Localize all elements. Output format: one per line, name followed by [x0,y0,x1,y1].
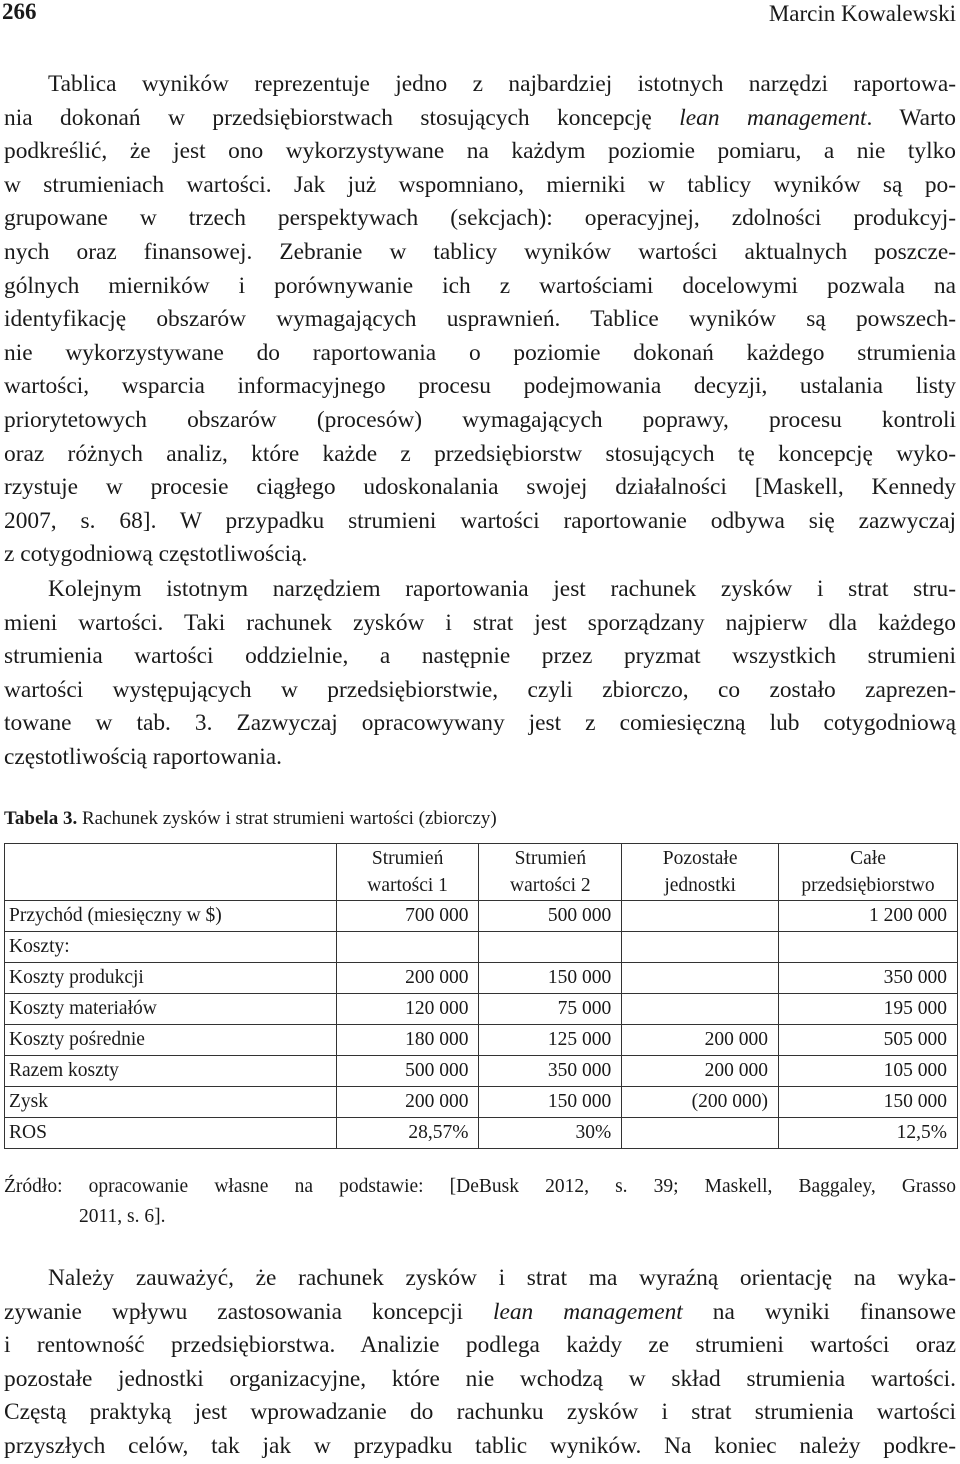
value-cell [479,932,622,963]
row-label-cell: Koszty: [5,932,337,963]
text-line: przyszłych celów, tak jak w przypadku tablic wyników. Na koniec należy podkre- [4,1432,956,1459]
text-line: Należy zauważyć, że rachunek zysków i strat ma wyraźną orientację na wyka- [48,1265,956,1291]
header-cell [336,844,479,901]
value-cell: 500 000 [479,901,622,932]
text-line: mieni wartości. Taki rachunek zysków i strat jest sporządzany najpierw dla każdego [4,609,956,636]
value-cell [622,994,779,1025]
text-line: Kolejnym istotnym narzędziem raportowania jest rachunek zysków i strat stru- [48,576,956,602]
table-row [5,932,958,963]
value-cell: 150 000 [779,1087,958,1118]
page-number: 266 [2,0,37,24]
header-cell-line: jednostki [664,875,736,896]
value-cell: 350 000 [479,1056,622,1087]
value-cell: 1 200 000 [779,901,958,932]
value-cell: 350 000 [779,963,958,994]
table-header-row [5,844,958,901]
value-cell [622,963,779,994]
value-cell: 195 000 [779,994,958,1025]
header-cell [622,844,779,901]
text-line: identyfikację obszarów wymagających usprawnień. Tablice wyników są powszech- [4,306,956,333]
text-line: podkreślić, że jest ono wykorzystywane na każdym poziomie pomiaru, a nie tylko [4,138,956,165]
value-cell: 30% [479,1118,622,1149]
source-line-1: Źródło: opracowanie własne na podstawie: [DeBusk 2012, s. 39; Maskell, Baggaley, Grasso [4,1176,956,1197]
table-source-note [4,1172,956,1232]
text-line: strumienia wartości oddzielnie, a następnie przez pryzmat wszystkich strumieni [4,643,956,670]
text-line: nia dokonań w przedsiębiorstwach stosujących koncepcję lean management. Warto [4,104,956,131]
value-cell [622,901,779,932]
text-line: częstotliwością raportowania. [4,743,282,770]
running-head-author: Marcin Kowalewski [768,1,956,26]
header-cell [779,844,958,901]
italic-term: lean management [492,1298,683,1325]
value-cell: 200 000 [622,1025,779,1056]
text-line: nych oraz finansowej. Zebranie w tablicy wyników wartości aktualnych poszcze- [4,238,956,265]
row-label-cell: Koszty produkcji [5,963,337,994]
value-cell: 150 000 [479,963,622,994]
header-cell-line: wartości 1 [367,875,448,896]
body-paragraph-1 [4,68,956,572]
row-label-cell: Koszty pośrednie [5,1025,337,1056]
value-cell: 200 000 [622,1056,779,1087]
table-caption-label: Tabela 3. [4,808,78,829]
text-line: grupowane w trzech perspektywach (sekcjach): operacyjnej, zdolności produkcyj- [4,205,956,232]
body-paragraph-2 [4,573,956,775]
text-line: rzystuje w procesie ciągłego udoskonalania swojej działalności [Maskell, Kennedy [4,474,956,501]
value-cell: 120 000 [336,994,479,1025]
row-label-cell: Koszty materiałów [5,994,337,1025]
value-cell: 200 000 [336,963,479,994]
text-line: z cotygodniową częstotliwością. [4,541,308,568]
header-cell-empty [5,844,337,901]
value-cell [622,1118,779,1149]
value-cell: (200 000) [622,1087,779,1118]
table-body [5,901,958,1149]
value-cell: 75 000 [479,994,622,1025]
header-cell [479,844,622,901]
text-line: Tablica wyników reprezentuje jedno z najbardziej istotnych narzędzi raportowa- [48,71,956,97]
table-row [5,901,958,932]
row-label-cell: Zysk [5,1087,337,1118]
text-line: w strumieniach wartości. Jak już wspomniano, mierniki w tablicy wyników są po- [4,171,956,198]
value-cell [336,932,479,963]
value-cell [622,932,779,963]
page-header [0,0,960,28]
value-cell: 12,5% [779,1118,958,1149]
value-cell: 200 000 [336,1087,479,1118]
text-line: 2007, s. 68]. W przypadku strumieni wartości raportowanie odbywa się zazwyczaj [4,507,956,534]
value-cell: 105 000 [779,1056,958,1087]
table-caption-text: Rachunek zysków i strat strumieni wartości (zbiorczy) [77,808,497,829]
value-cell: 28,57% [336,1118,479,1149]
text-line: priorytetowych obszarów (procesów) wymagających poprawy, procesu kontroli [4,406,956,433]
table-row [5,1025,958,1056]
value-cell: 700 000 [336,901,479,932]
value-cell [779,932,958,963]
table-row [5,1087,958,1118]
header-cell-line: przedsiębiorstwo [801,875,935,896]
header-cell-line: Strumień [514,848,587,869]
table-row [5,994,958,1025]
value-cell: 505 000 [779,1025,958,1056]
text-line: pozostałe jednostki organizacyjne, które nie wchodzą w skład strumienia wartości. [4,1365,956,1392]
value-cell: 150 000 [479,1087,622,1118]
text-line: towane w tab. 3. Zazwyczaj opracowywany jest z comiesięczną lub cotygodniową [4,710,956,737]
text-line: wartości występujących w przedsiębiorstwie, czyli zbiorczo, co zostało zaprezen- [4,676,956,703]
row-label-cell: Przychód (miesięczny w $) [5,901,337,932]
body-paragraph-3 [4,1262,956,1464]
header-cell-line: wartości 2 [509,875,591,896]
text-line: i rentowność przedsiębiorstwa. Analizie podlega każdy ze strumieni wartości oraz [4,1332,956,1359]
table-caption [4,808,497,830]
table-row [5,1118,958,1149]
text-line: nie wykorzystywane do raportowania o poziomie dokonań każdego strumienia [4,339,956,366]
value-cell: 500 000 [336,1056,479,1087]
value-cell: 180 000 [336,1025,479,1056]
source-line-2: 2011, s. 6]. [79,1206,166,1227]
header-cell-line: Pozostałe [662,848,738,869]
profit-loss-table [4,843,958,1149]
row-label-cell: Razem koszty [5,1056,337,1087]
text-line: Częstą praktyką jest wprowadzanie do rachunku zysków i strat strumienia wartości [4,1399,956,1426]
row-label-cell: ROS [5,1118,337,1149]
text-line: zywanie wpływu zastosowania koncepcji lean management na wyniki finansowe [4,1298,956,1325]
table-row [5,963,958,994]
text-line: gólnych mierników i porównywanie ich z wartościami docelowymi pozwala na [4,272,956,299]
value-cell: 125 000 [479,1025,622,1056]
text-line: oraz różnych analiz, które każde z przedsiębiorstw stosujących tę koncepcję wyko- [4,440,956,467]
header-cell-line: Strumień [371,848,444,869]
text-line: wartości, wsparcia informacyjnego procesu podejmowania decyzji, ustalania listy [4,373,956,400]
italic-term: lean management [679,104,867,131]
table-row [5,1056,958,1087]
header-cell-line: Całe [850,848,886,869]
